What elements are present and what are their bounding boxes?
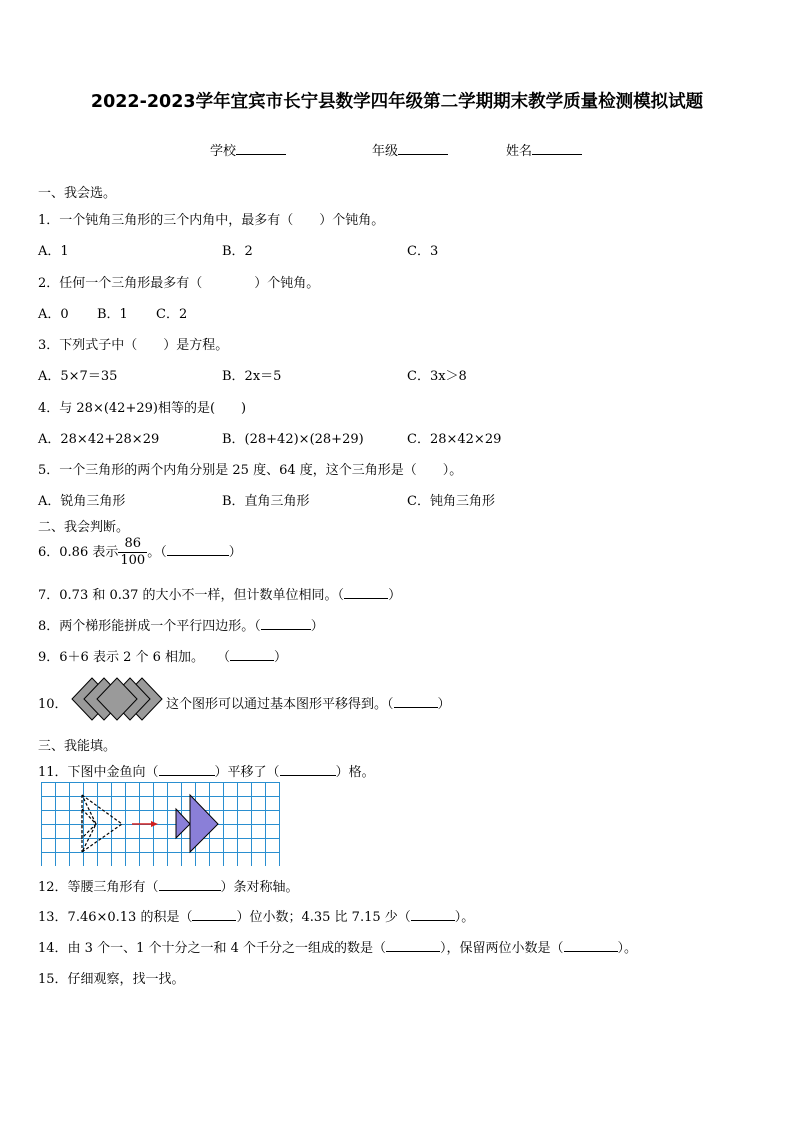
answer-blank[interactable]	[280, 763, 336, 776]
section-heading-1: 一、我会选。	[38, 186, 117, 201]
q4-option-a[interactable]: A．28×42+28×29	[38, 432, 160, 447]
answer-blank[interactable]	[344, 586, 388, 599]
name-field: 姓名	[506, 140, 582, 159]
q5-option-b[interactable]: B．直角三角形	[222, 494, 310, 509]
fish-translation-grid	[40, 782, 286, 866]
q5-option-a[interactable]: A．锐角三角形	[38, 494, 126, 509]
q3-option-b[interactable]: B．2x＝5	[222, 369, 282, 384]
q3-option-a[interactable]: A．5×7＝35	[38, 369, 118, 384]
school-blank[interactable]	[236, 142, 286, 155]
arrow-head	[151, 821, 158, 827]
question-7: 7．0.73 和 0.37 的大小不一样，但计数单位相同。（ ）	[38, 588, 402, 603]
answer-blank[interactable]	[192, 908, 236, 921]
q4-option-b[interactable]: B．(28+42)×(28+29)	[222, 432, 364, 447]
question-10: 这个图形可以通过基本图形平移得到。（ ）	[166, 697, 451, 712]
grade-blank[interactable]	[398, 142, 448, 155]
question-14: 14．由 3 个一、1 个十分之一和 4 个千分之一组成的数是（ ），保留两位小数是（ ）。	[38, 941, 638, 956]
q2-option-c[interactable]: C．2	[156, 307, 188, 322]
q3-option-c[interactable]: C．3x＞8	[407, 369, 467, 384]
question-2: 2．任何一个三角形最多有（ ）个钝角。	[38, 276, 320, 291]
question-1: 1．一个钝角三角形的三个内角中，最多有（ ）个钝角。	[38, 213, 385, 228]
q4-option-c[interactable]: C．28×42×29	[407, 432, 502, 447]
question-4: 4．与 28×(42+29)相等的是( )	[38, 401, 247, 416]
answer-blank[interactable]	[411, 908, 455, 921]
answer-blank[interactable]	[394, 695, 438, 708]
answer-blank[interactable]	[564, 939, 618, 952]
answer-blank[interactable]	[159, 878, 221, 891]
question-9: 9．6＋6 表示 2 个 6 相加。 （ ）	[38, 650, 288, 665]
q2-option-b[interactable]: B．1	[97, 307, 128, 322]
question-3: 3．下列式子中（ ）是方程。	[38, 338, 229, 353]
section-heading-2: 二、我会判断。	[38, 520, 130, 535]
q1-option-c[interactable]: C．3	[407, 244, 439, 259]
name-blank[interactable]	[532, 142, 582, 155]
grid-lines	[41, 782, 280, 866]
question-13: 13．7.46×0.13 的积是（ ）位小数；4.35 比 7.15 少（ ）。	[38, 910, 475, 925]
original-fish-tail	[82, 809, 96, 838]
question-15: 15．仔细观察，找一找。	[38, 972, 185, 987]
q2-option-a[interactable]: A．0	[38, 307, 69, 322]
moved-fish-body	[190, 795, 218, 852]
grade-field: 年级	[372, 140, 448, 159]
question-8: 8．两个梯形能拼成一个平行四边形。（ ）	[38, 619, 324, 634]
diamond-pattern-figure	[70, 676, 164, 722]
fraction: $\frac{86}{100}$	[120, 536, 146, 568]
moved-fish-tail	[176, 809, 190, 838]
q1-option-b[interactable]: B．2	[222, 244, 253, 259]
answer-blank[interactable]	[261, 617, 311, 630]
question-10-number: 10．	[38, 697, 68, 712]
answer-blank[interactable]	[230, 648, 274, 661]
section-heading-3: 三、我能填。	[38, 739, 117, 754]
question-11: 11．下图中金鱼向（ ）平移了（ ）格。	[38, 765, 375, 780]
question-12: 12．等腰三角形有（ ）条对称轴。	[38, 880, 299, 895]
q5-option-c[interactable]: C．钝角三角形	[407, 494, 495, 509]
question-6: 6．0.86 表示 $\frac{86}{100}$ 。（ ）	[38, 536, 242, 568]
answer-blank[interactable]	[386, 939, 440, 952]
question-5: 5．一个三角形的两个内角分别是 25 度、64 度，这个三角形是（ ）。	[38, 463, 463, 478]
school-field: 学校	[210, 140, 286, 159]
q1-option-a[interactable]: A．1	[38, 244, 69, 259]
page-title: 2022-2023学年宜宾市长宁县数学四年级第二学期期末教学质量检测模拟试题	[90, 92, 704, 112]
answer-blank[interactable]	[159, 763, 215, 776]
original-fish-body	[82, 795, 122, 852]
answer-blank[interactable]	[167, 543, 229, 556]
